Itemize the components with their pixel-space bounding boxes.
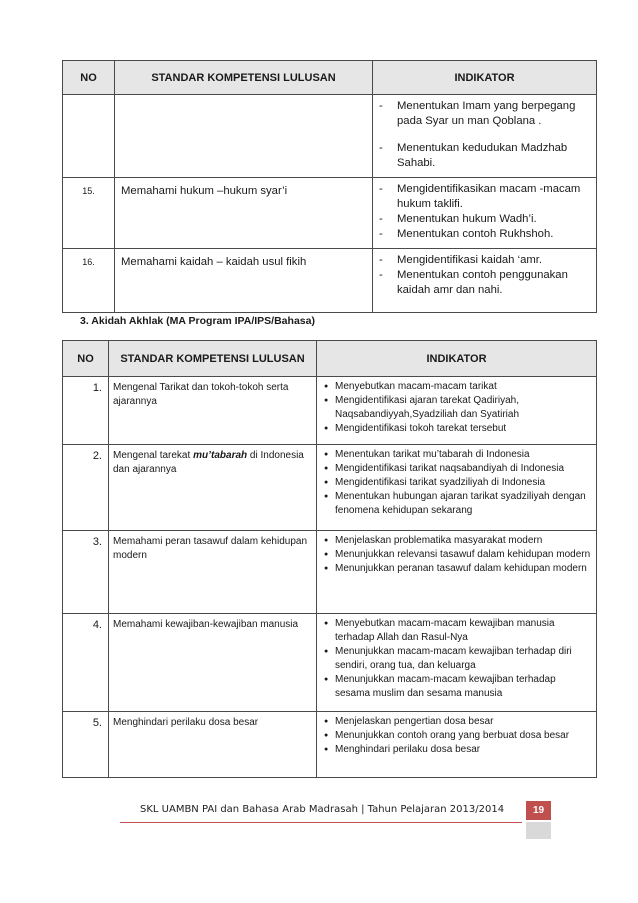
header-no: NO (63, 341, 109, 377)
competency-text: di Indonesia dan ajarannya (113, 450, 304, 475)
indicator-item: ● Menunjukkan macam-macam kewajiban terhadap diri sendiri, orang tua, dan keluarga (321, 645, 592, 673)
table-row (63, 445, 597, 531)
indicator-item: ● Menyebutkan macam-macam tarikat (321, 380, 592, 394)
indicator-item: ● Menjelaskan problematika masyarakat modern (321, 534, 592, 548)
row-competency: Memahami kaidah – kaidah usul fikih (115, 249, 373, 313)
row-competency: Menghindari perilaku dosa besar (109, 712, 317, 778)
row-indicators (317, 377, 597, 445)
indicator-item: - Mengidentifikasi kaidah ‘amr. (379, 253, 590, 268)
header-no: NO (63, 61, 115, 95)
row-number: 5. (63, 712, 109, 778)
indicator-item: - Menentukan Imam yang berpegang pada Syar un man Qoblana . (379, 99, 590, 129)
competency-emphasis: mu’tabarah (193, 450, 248, 461)
row-competency: Memahami peran tasawuf dalam kehidupan modern (109, 531, 317, 614)
indicator-item: ● Mengidentifikasi tarikat naqsabandiyah di Indonesia (321, 462, 592, 476)
row-competency (109, 445, 317, 531)
table-header-row (63, 341, 597, 377)
row-indicators (317, 712, 597, 778)
row-indicators (373, 95, 597, 178)
row-competency (115, 95, 373, 178)
table-row (63, 377, 597, 445)
row-number: 4. (63, 614, 109, 712)
table-row (63, 95, 597, 178)
table-row (63, 712, 597, 778)
row-number: 16. (63, 249, 115, 313)
indicator-item: ● Menghindari perilaku dosa besar (321, 743, 592, 757)
row-number: 15. (63, 178, 115, 249)
header-indikator: INDIKATOR (373, 61, 597, 95)
table-fiqh-continuation (62, 60, 597, 313)
table-row (63, 178, 597, 249)
row-indicators (317, 445, 597, 531)
row-number: 3. (63, 531, 109, 614)
indicator-item: ● Menyebutkan macam-macam kewajiban manusia terhadap Allah dan Rasul-Nya (321, 617, 592, 645)
indicator-item: ● Menunjukkan contoh orang yang berbuat dosa besar (321, 729, 592, 743)
competency-text: Mengenal tarekat (113, 450, 194, 461)
indicator-item: - Menentukan contoh penggunakan kaidah amr dan nahi. (379, 268, 590, 298)
table-header-row (63, 61, 597, 95)
row-competency: Memahami kewajiban-kewajiban manusia (109, 614, 317, 712)
row-competency: Memahami hukum –hukum syar’i (115, 178, 373, 249)
indicator-item: ● Menentukan tarikat mu’tabarah di Indonesia (321, 448, 592, 462)
row-number (63, 95, 115, 178)
indicator-item: ● Mengidentifikasi tokoh tarekat tersebut (321, 422, 592, 436)
row-number: 1. (63, 377, 109, 445)
indicator-item: - Menentukan contoh Rukhshoh. (379, 227, 590, 242)
indicator-item: ● Menunjukkan macam-macam kewajiban terhadap sesama muslim dan sesama manusia (321, 673, 592, 701)
row-number: 2. (63, 445, 109, 531)
indicator-item: ● Mengidentifikasi tarikat syadziliyah di Indonesia (321, 476, 592, 490)
indicator-item: ● Menunjukkan peranan tasawuf dalam kehidupan modern (321, 562, 592, 576)
row-indicators (317, 531, 597, 614)
row-indicators (317, 614, 597, 712)
section-title: 3. Akidah Akhlak (MA Program IPA/IPS/Bahasa) (80, 315, 315, 327)
indicator-item: - Mengidentifikasikan macam -macam hukum taklifi. (379, 182, 590, 212)
table-akidah-akhlak (62, 340, 597, 778)
indicator-item: - Menentukan kedudukan Madzhab Sahabi. (379, 141, 590, 171)
page-number: 19 (526, 801, 551, 820)
indicator-item: ● Mengidentifikasi ajaran tarekat Qadiriyah, Naqsabandiyyah,Syadziliah dan Syatiriah (321, 394, 592, 422)
indicator-item: ● Menjelaskan pengertian dosa besar (321, 715, 592, 729)
header-indikator: INDIKATOR (317, 341, 597, 377)
row-competency: Mengenal Tarikat dan tokoh-tokoh serta ajarannya (109, 377, 317, 445)
table-row (63, 249, 597, 313)
footer-text: SKL UAMBN PAI dan Bahasa Arab Madrasah | Tahun Pelajaran 2013/2014 (140, 804, 505, 815)
header-skl: STANDAR KOMPETENSI LULUSAN (109, 341, 317, 377)
page-number-tab (526, 822, 551, 839)
indicator-item: - Menentukan hukum Wadh’i. (379, 212, 590, 227)
indicator-item: ● Menentukan hubungan ajaran tarikat syadziliyah dengan fenomena kehidupan sekarang (321, 490, 592, 518)
footer-divider (120, 822, 522, 823)
row-indicators (373, 249, 597, 313)
header-skl: STANDAR KOMPETENSI LULUSAN (115, 61, 373, 95)
table-row (63, 614, 597, 712)
indicator-item: ● Menunjukkan relevansi tasawuf dalam kehidupan modern (321, 548, 592, 562)
table-row (63, 531, 597, 614)
row-indicators (373, 178, 597, 249)
